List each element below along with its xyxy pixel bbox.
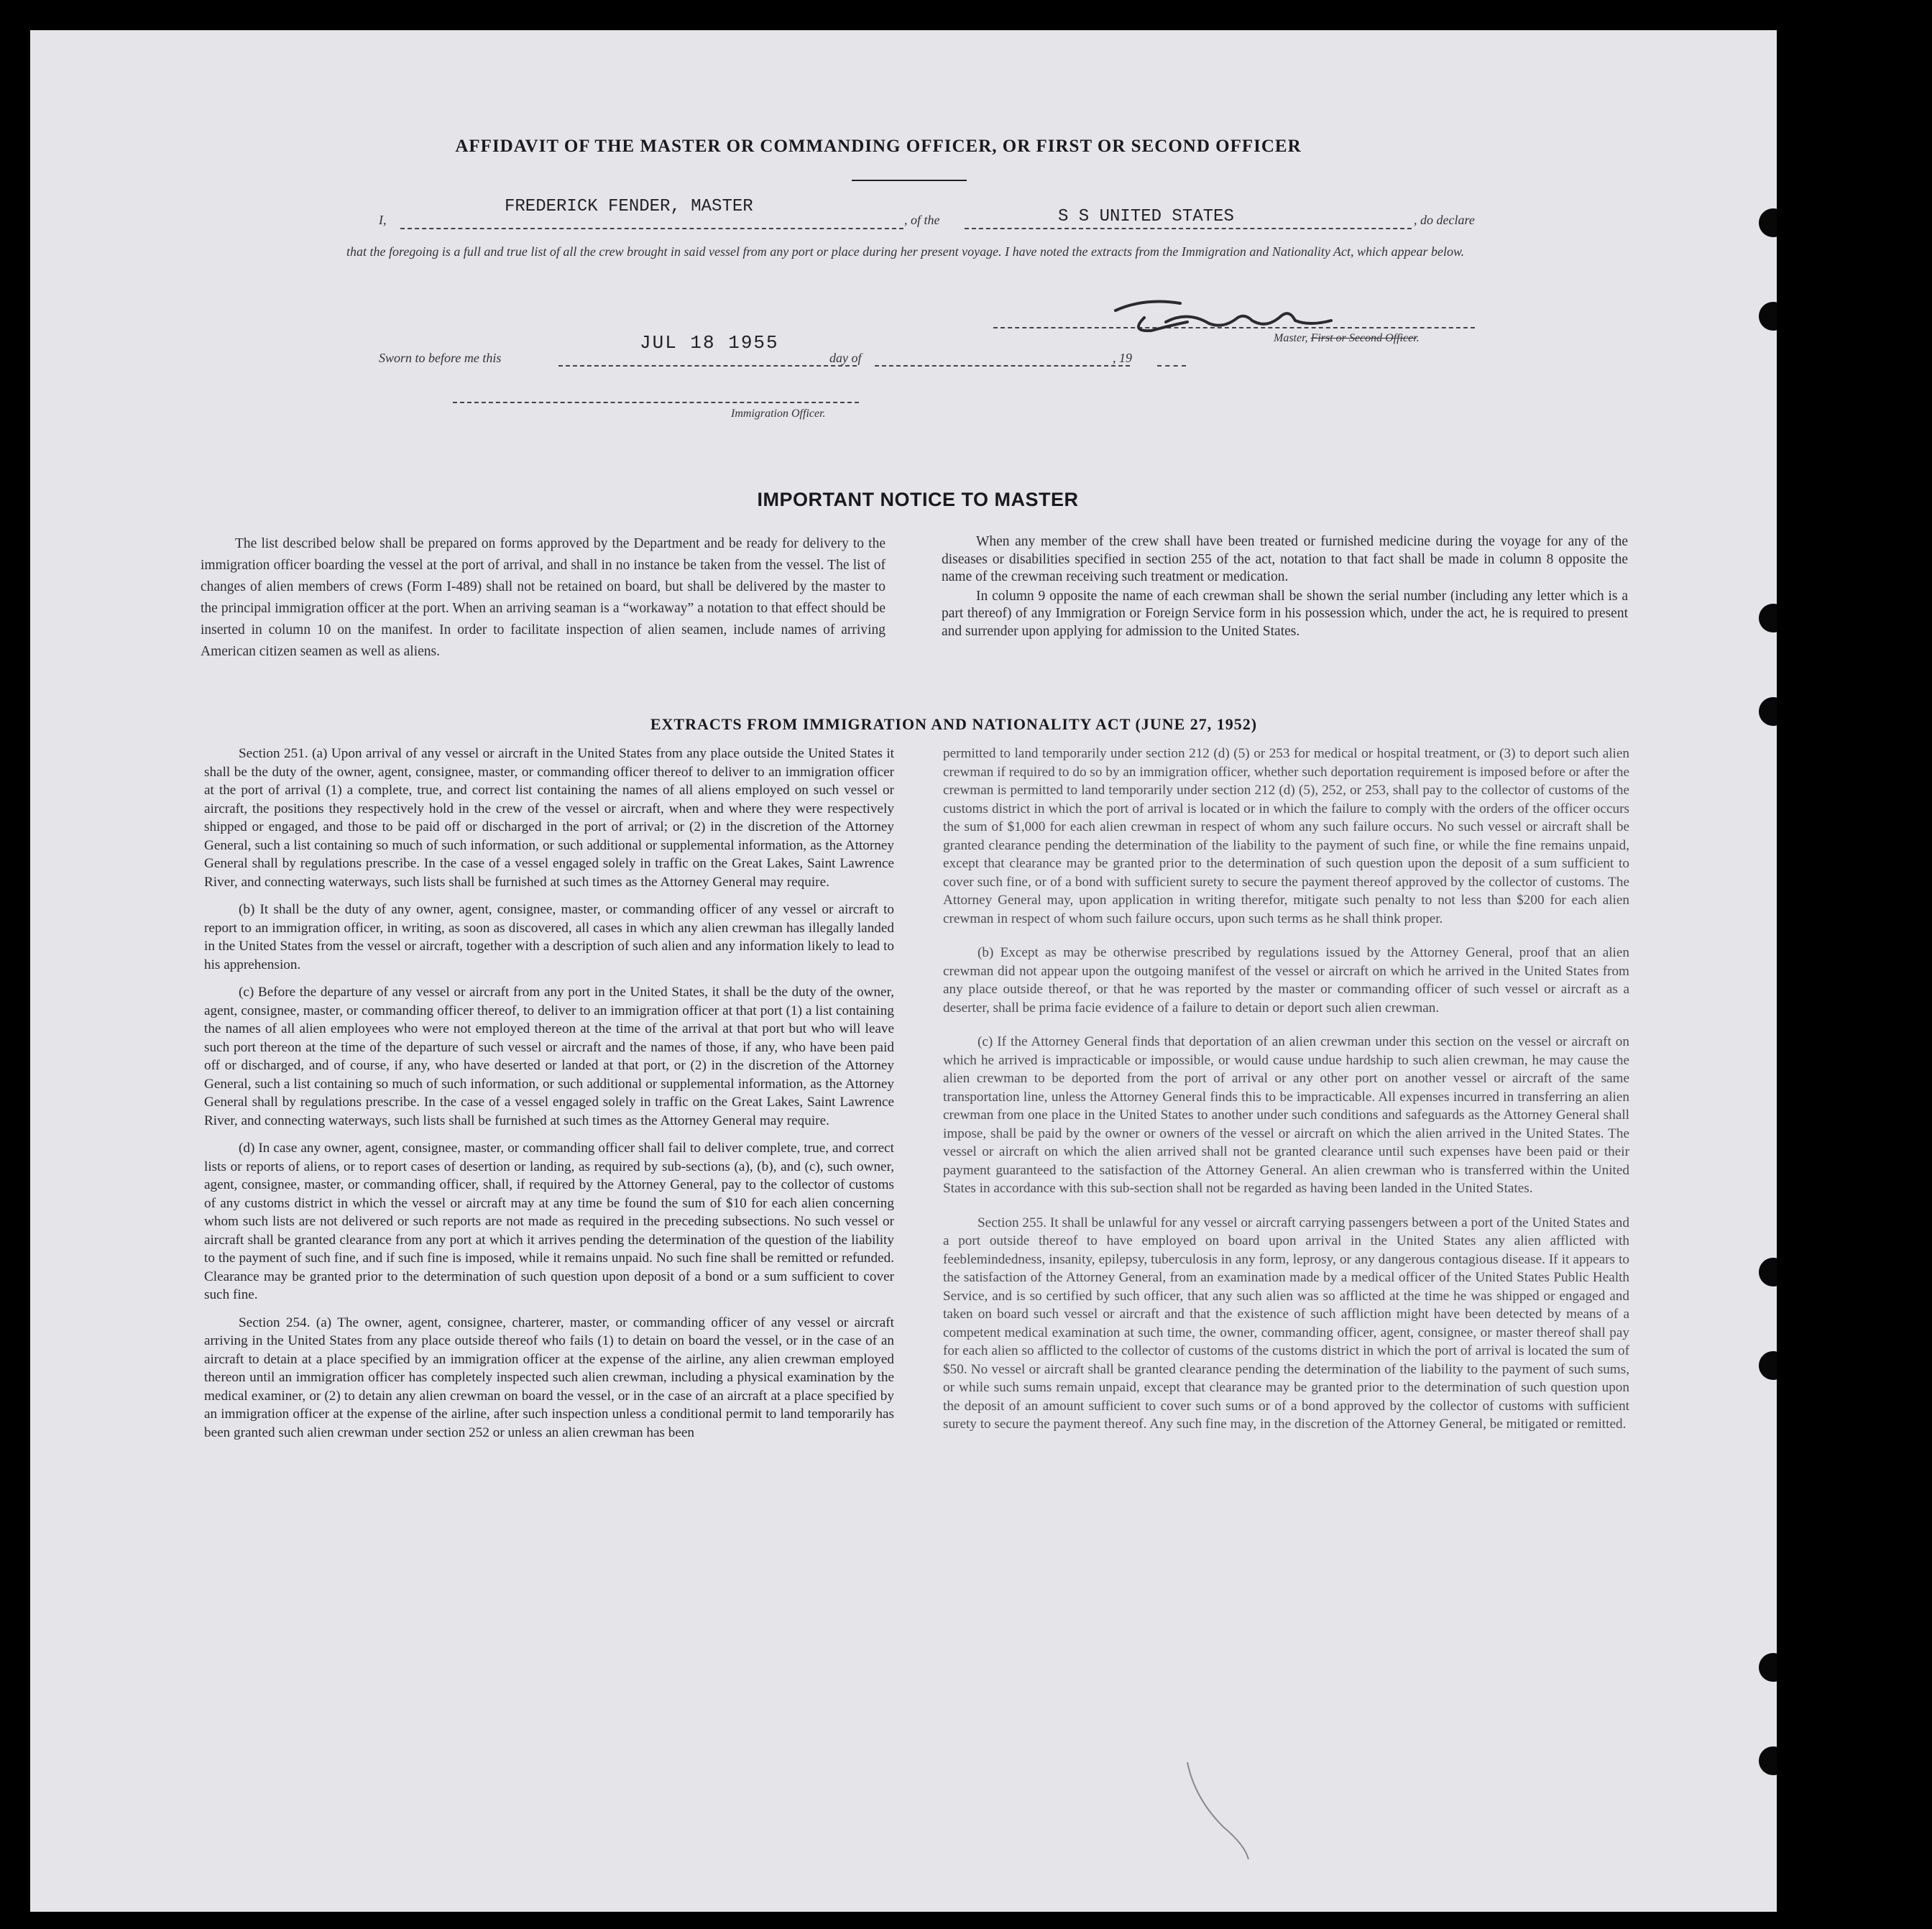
vessel-name-value: S S UNITED STATES [1058,207,1234,226]
year-line [1157,365,1186,367]
pencil-mark [1180,1755,1266,1863]
section-254-a: Section 254. (a) The owner, agent, consignee, charterer, master, or commanding officer of any vessel or aircraft arriving in the United States from any place outside thereof who fails (1) to detain on board the vessel, or in the case of an aircraft to detain at a place specified by an immigration officer at the expense of the airline, any alien crewman employed thereon until an immigration officer has completely inspected such alien crewman, including a physical examination by the medical examiner, or (2) to detain any alien crewman on board the vessel, or in the case of an aircraft at a place specified by an immigration officer at the expense of the airline, after such inspection unless a conditional permit to land temporarily has been granted such alien crewman under section 252 or unless an alien crewman has been [204,1315,894,1440]
section-254-b: (b) Except as may be otherwise prescribed by regulations issued by the Attorney General, proof that an alien crewman did not appear upon the outgoing manifest of the vessel or aircraft on which he arrived in the United States from any place outside thereof, or that he was reported by the master or commanding officer of such vessel or aircraft as a deserter, shall be prima facie evidence of a failure to detain or deport such alien crewman. [943,945,1629,1016]
punch-hole [1759,1258,1777,1286]
section-254-c: (c) If the Attorney General finds that deportation of an alien crewman under this section on the vessel or aircraft on which he arrived is impracticable or impossible, or would cause undue hardship to such alien crewman, he may cause the alien crewman to be deported from the port of arrival or any other port on another vessel or aircraft of the same transportation line, unless the Attorney General finds this to be impracticable. All expenses incurred in transferring an alien crewman from one place in the United States to another under such conditions and safeguards as the Attorney General shall impose, shall be paid by the owner or owners of the vessel or aircraft on which the alien arrived in the United States. The vessel or aircraft on which the alien arrived shall not be granted clearance until such expenses have been paid or their payment guaranteed to the satisfaction of the Attorney General. An alien crewman who is transferred within the United States in accordance with this sub-section shall not be regarded as having been landed in the United States. [943,1034,1629,1196]
punch-hole [1759,302,1777,331]
of-the-label: , of the [904,213,940,227]
month-line [875,365,1130,367]
punch-hole [1759,1653,1777,1682]
section-251-d: (d) In case any owner, agent, consignee, master, or commanding officer shall fail to deliver complete, true, and correct lists or reports of aliens, or to report cases of desertion or landing, as required by sub-sections (a), (b), and (c), such owner, agent, consignee, master, or commanding officer, shall, if required by the Attorney General, pay to the collector of customs of any customs district in which the vessel or aircraft may at any time be found the sum of $10 for each alien concerning whom such lists are not delivered or such reports are not made as required in the preceding subsections. No such vessel or aircraft shall be granted clearance from any port at which it arrives pending the determination of the question of the liability to the payment of such fine, and if such fine is imposed, while it remains unpaid. No such fine shall be remitted or refunded. Clearance may be granted prior to the determination of such question upon deposit of a bond or a sum sufficient to cover such fine. [204,1141,894,1302]
officer-label: Immigration Officer. [731,408,826,420]
title-rule [852,180,967,181]
section-254-a-continued: permitted to land temporarily under section 212 (d) (5) or 253 for medical or hospital treatment, or (3) to deport such alien crewman if required to do so by an immigration officer, whether such deportation requirement is imposed before or after the crewman is permitted to land temporarily under section 212 (d) (5), 252, or 253, shall pay to the collector of customs of the customs district in which the port of arrival is located or in which the failure to comply with the orders of the officer occurs the sum of $1,000 for each alien crewman in respect of whom any such failure occurs. No such vessel or aircraft shall be granted clearance pending the determination of the liability to the payment of such fine, or while the fine remains unpaid, except that clearance may be granted prior to the determination of such question upon the deposit of a sum sufficient to cover such fine, or of a bond with sufficient surety to secure the payment thereof approved by the collector of customs. The Attorney General may, upon application in writing therefor, mitigate such penalty to not less than $200 for each alien crewman in respect of whom such failure occurs, upon such terms as he shall think proper. [943,746,1629,926]
notice-right-paragraph-1: When any member of the crew shall have been treated or furnished medicine during the voyage for any of the diseases or disabilities specified in section 255 of the act, notation to that fact shall be made in column 8 opposite the name of the crewman receiving such treatment or medication. [942,534,1628,584]
i-label: I, [379,213,387,227]
sworn-label: Sworn to before me this [379,351,502,365]
notice-right-column [942,533,1628,642]
signer-title-struck: First or Second Officer [1310,332,1417,344]
extracts-left-column [204,745,894,1451]
notice-title: IMPORTANT NOTICE TO MASTER [757,489,1079,510]
affidavit-title: AFFIDAVIT OF THE MASTER OR COMMANDING OFFICER, OR FIRST OR SECOND OFFICER [455,137,1302,156]
section-251-c: (c) Before the departure of any vessel or aircraft from any port in the United States, it shall be the duty of the owner, agent, consignee, master, or commanding officer thereof, to deliver to an immigration officer at that port (1) a list containing the names of all alien employees who were not employed thereon at the time of the arrival at that port but who will leave such port thereon at the time of the departure of such vessel or aircraft and the names of those, if any, who have been paid off or discharged, and of course, if any, who have deserted or landed at that port, or (2) in the discretion of the Attorney General, such a list containing so much of such information, or such additional or supplemental information, as the Attorney General shall by regulations prescribe. In the case of a vessel engaged solely in traffic on the Great Lakes, Saint Lawrence River, and connecting waterways, such lists shall be furnished at such times as the Attorney General may require. [204,985,894,1128]
punch-hole [1759,604,1777,632]
extracts-right-column [943,745,1629,1443]
punch-hole [1759,1351,1777,1380]
name-line [400,228,903,229]
officer-line [453,402,859,403]
signer-title-master: Master, [1274,332,1308,344]
punch-hole [1759,208,1777,237]
notice-right-paragraph-2: In column 9 opposite the name of each crewman shall be shown the serial number (including any letter which is a part thereof) of any Immigration or Foreign Service form in his possession which, under the act, he is required to present and surrender upon applying for admission to the United States. [942,588,1628,639]
signer-title [1274,332,1420,345]
declaration-text: that the foregoing is a full and true list of all the crew brought in said vessel from any port or place during her present voyage. I have noted the extracts from the Immigration and Nationality Act, which appear below. [346,244,1465,259]
do-declare-label: , do declare [1414,213,1475,227]
year-label: , 19 [1113,351,1132,365]
signer-title-suffix: . [1416,332,1420,344]
notice-left-paragraph: The list described below shall be prepared on forms approved by the Department and be ready for delivery to the immigration officer boarding the vessel at the port of arrival, and shall in no instance be taken from the vessel. The list of changes of alien members of crews (Form I-489) shall not be retained on board, but shall be delivered by the master to the principal immigration officer at the port. When an arriving seaman is a “workaway” a notation to that effect should be inserted in column 10 on the manifest. In order to facilitate inspection of alien seamen, include names of arriving American citizen seamen as well as aliens. [201,536,886,659]
document-page [30,30,1777,1912]
master-name-value: FREDERICK FENDER, MASTER [505,197,753,216]
sworn-date-stamp: JUL 18 1955 [640,332,779,354]
extracts-title: EXTRACTS FROM IMMIGRATION AND NATIONALITY ACT (JUNE 27, 1952) [650,715,1258,733]
punch-hole [1759,1746,1777,1775]
notice-left-column [201,533,886,664]
day-of-label: day of [829,351,862,365]
sworn-day-line [558,365,857,367]
section-251-b: (b) It shall be the duty of any owner, agent, consignee, master, or commanding officer of any vessel or aircraft to report to an immigration officer, in writing, as soon as discovered, all cases in which any alien crewman has illegally landed in the United States from the vessel or aircraft, together with a description of such alien and any information likely to lead to his apprehension. [204,902,894,972]
section-251-a: Section 251. (a) Upon arrival of any vessel or aircraft in the United States from any place outside the United States it shall be the duty of the owner, agent, consignee, master, or commanding officer thereof to deliver to an immigration officer at the port of arrival (1) a complete, true, and correct list containing the names of all aliens employed on such vessel or aircraft, the positions they respectively hold in the crew of the vessel or aircraft, when and where they were respectively shipped or engaged, and those to be paid off or discharged in the port of arrival; or (2) in the discretion of the Attorney General, such a list containing so much of such information, or such additional or supplemental information, as the Attorney General shall by regulations prescribe. In the case of a vessel engaged solely in traffic on the Great Lakes, Saint Lawrence River, and connecting waterways, such lists shall be furnished at such times as the Attorney General may require. [204,746,894,890]
punch-hole [1759,697,1777,726]
section-255: Section 255. It shall be unlawful for any vessel or aircraft carrying passengers between a port of the United States and a port outside thereof to have employed on board upon arrival in the United States any alien afflicted with feeblemindedness, insanity, epilepsy, tuberculosis in any form, leprosy, or any dangerous contagious disease. If it appears to the satisfaction of the Attorney General, from an examination made by a medical officer of the United States Public Health Service, and is so certified by such officer, that any such alien was so afflicted at the time he was shipped or engaged and taken on board such vessel or aircraft and that the existence of such affliction might have been detected by means of a competent medical examination at such time, the owner, commanding officer, agent, consignee, or master thereof shall pay for each alien so afflicted to the collector of customs of the customs district in which the port of arrival is located the sum of $50. No vessel or aircraft shall be granted clearance pending the determination of the liability to the payment of such sums, or while such sums remain unpaid, except that clearance may be granted prior to the determination of such question upon the deposit of an amount sufficient to cover such sums or of a bond approved by the collector of customs with sufficient surety to secure the payment thereof. Any such fine may, in the discretion of the Attorney General, be mitigated or remitted. [943,1215,1629,1432]
vessel-line [965,228,1412,229]
